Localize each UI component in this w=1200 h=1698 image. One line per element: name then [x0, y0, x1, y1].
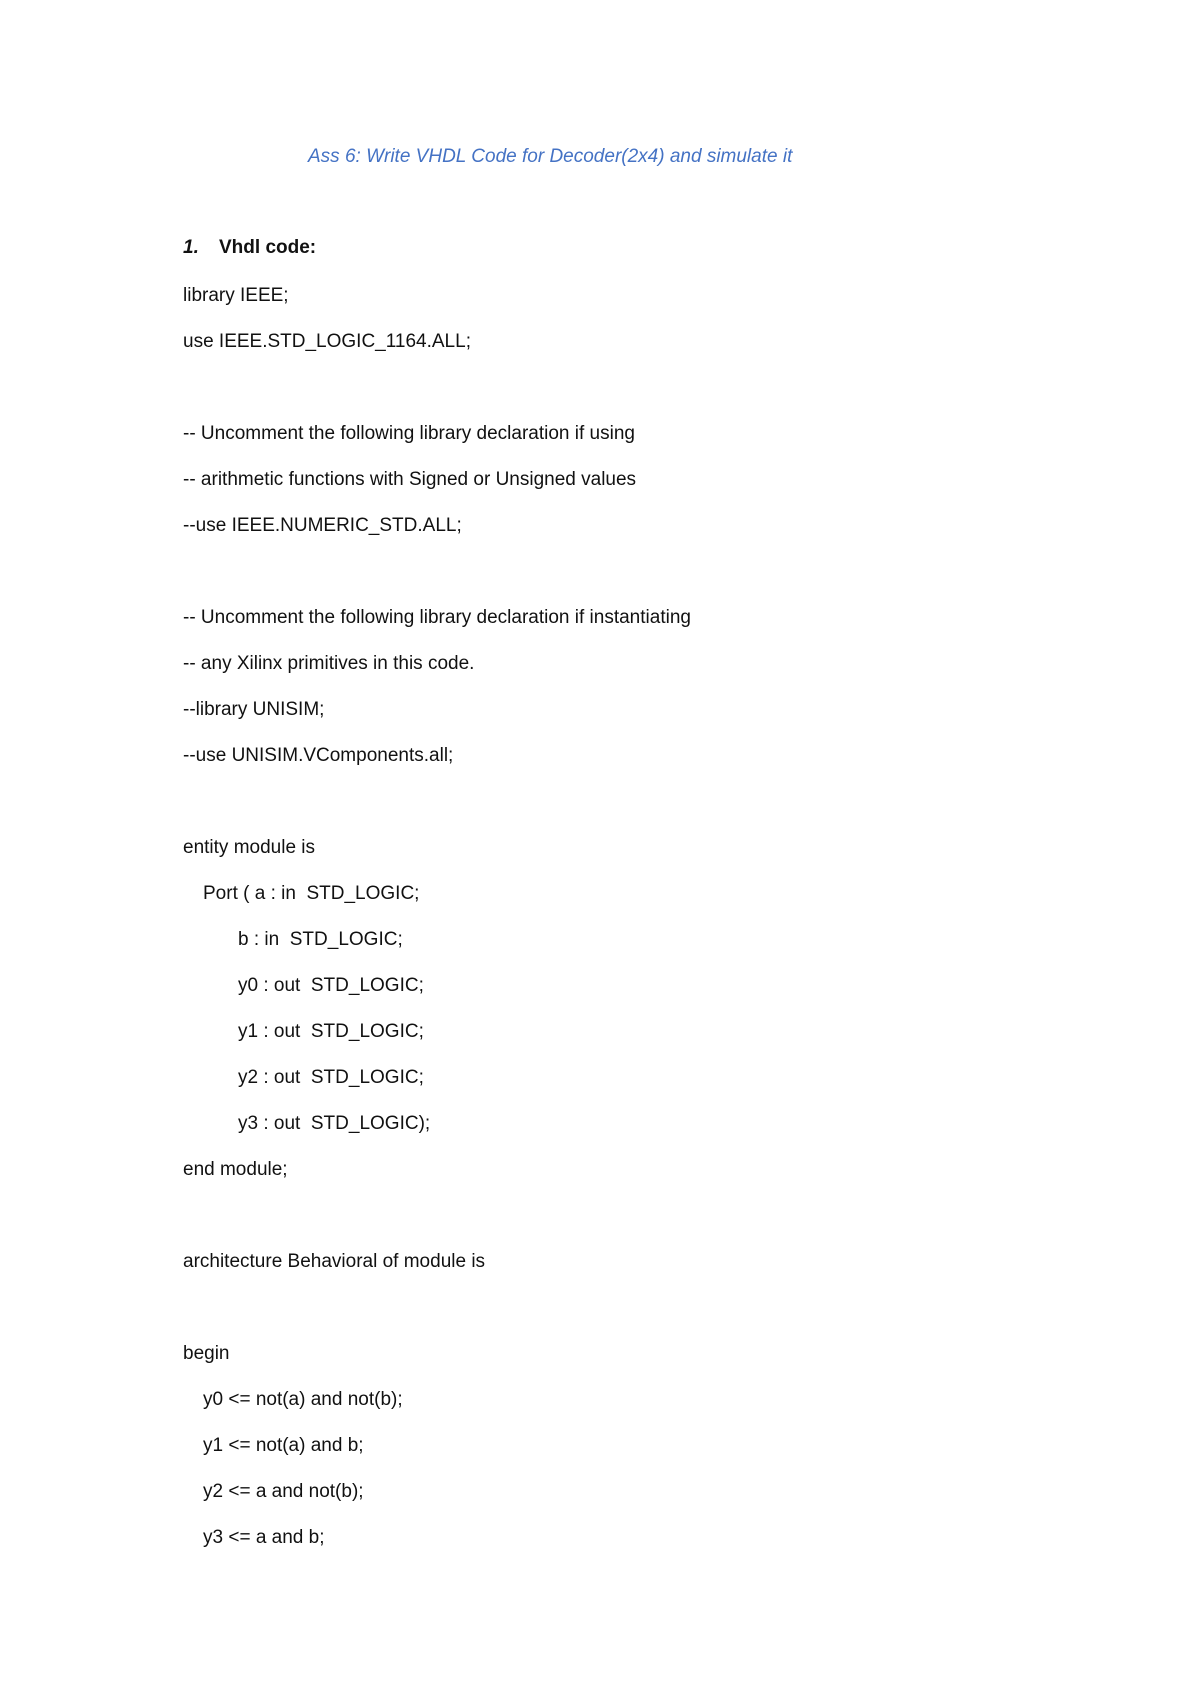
document-title: Ass 6: Write VHDL Code for Decoder(2x4) and simulate it — [308, 146, 793, 167]
code-line: Port ( a : in STD_LOGIC; — [203, 883, 420, 904]
code-line: --use IEEE.NUMERIC_STD.ALL; — [183, 515, 462, 536]
code-line: y1 : out STD_LOGIC; — [238, 1021, 424, 1042]
code-line: entity module is — [183, 837, 316, 858]
section-heading — [183, 237, 316, 259]
code-line: end module; — [183, 1159, 288, 1180]
code-line: -- Uncomment the following library declaration if instantiating — [183, 607, 691, 628]
code-line: -- arithmetic functions with Signed or Unsigned values — [183, 469, 637, 490]
code-line: library IEEE; — [183, 285, 289, 306]
code-line: architecture Behavioral of module is — [183, 1251, 486, 1272]
code-line: y0 <= not(a) and not(b); — [203, 1389, 403, 1410]
code-line: y1 <= not(a) and b; — [203, 1435, 364, 1456]
section-number: 1. — [183, 237, 199, 258]
code-line: y0 : out STD_LOGIC; — [238, 975, 424, 996]
code-line: b : in STD_LOGIC; — [238, 929, 403, 950]
code-line: begin — [183, 1343, 230, 1364]
code-line: use IEEE.STD_LOGIC_1164.ALL; — [183, 331, 471, 352]
code-line: --use UNISIM.VComponents.all; — [183, 745, 454, 766]
code-line: y2 : out STD_LOGIC; — [238, 1067, 424, 1088]
code-line: --library UNISIM; — [183, 699, 325, 720]
code-line: y3 <= a and b; — [203, 1527, 325, 1548]
code-line: -- Uncomment the following library declaration if using — [183, 423, 635, 444]
code-line: y3 : out STD_LOGIC); — [238, 1113, 431, 1134]
code-line: -- any Xilinx primitives in this code. — [183, 653, 475, 674]
code-line: y2 <= a and not(b); — [203, 1481, 364, 1502]
section-label: Vhdl code: — [219, 237, 317, 258]
